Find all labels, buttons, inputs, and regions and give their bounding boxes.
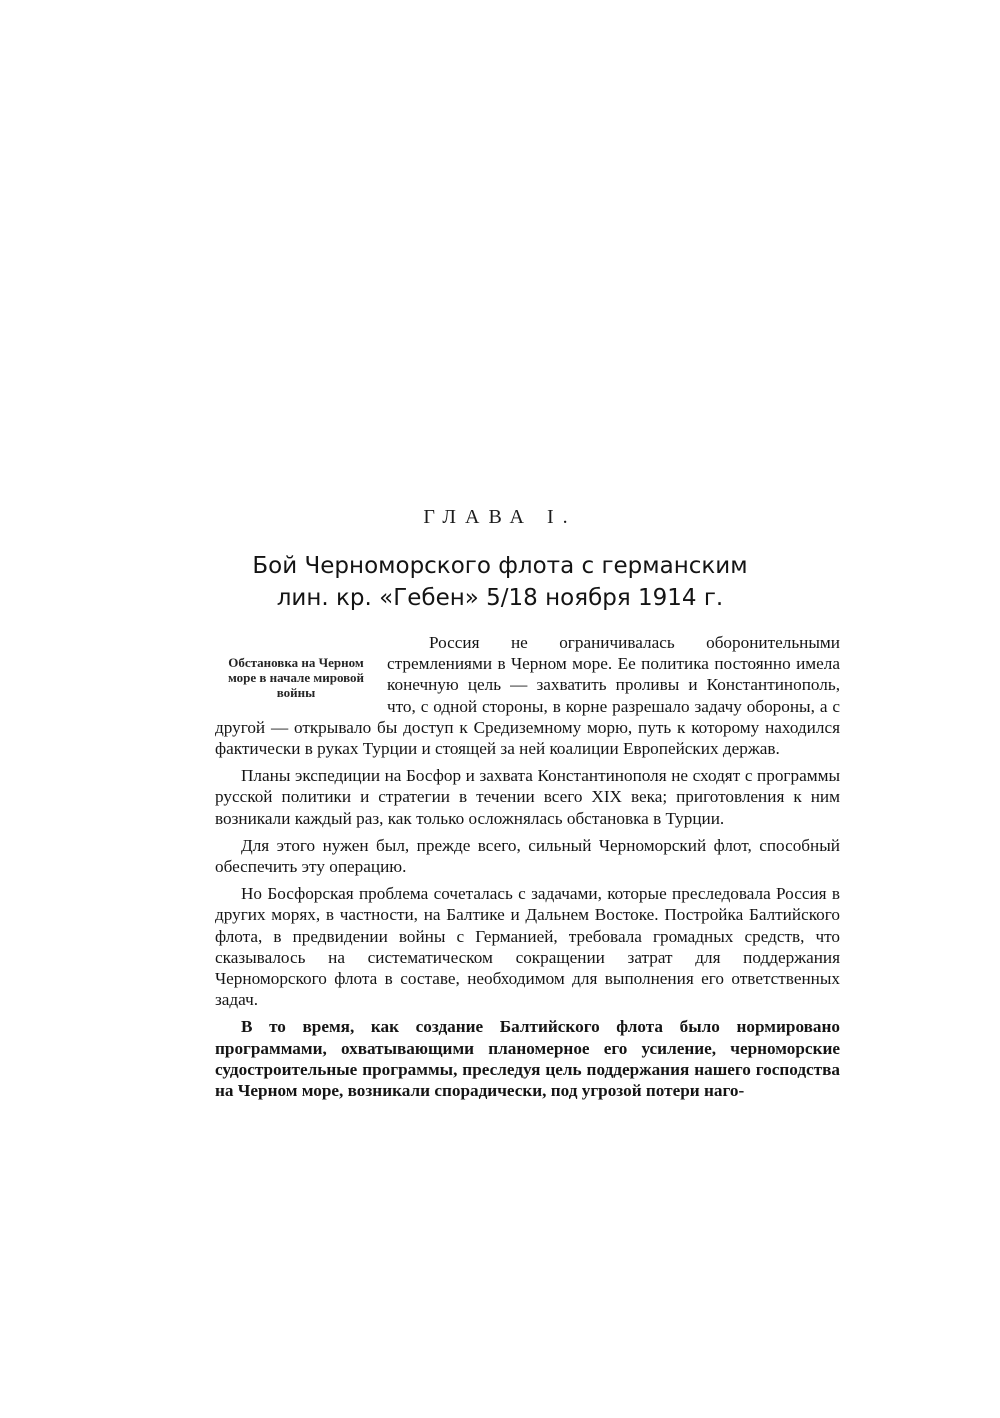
chapter-label: ГЛАВА I. xyxy=(423,506,577,528)
chapter-title-line-2: лин. кр. «Гебен» 5/18 ноября 1914 г. xyxy=(276,585,724,611)
paragraph-3: Для этого нужен был, прежде всего, сильный Черноморский флот, способный обеспечить эту операцию. xyxy=(215,835,840,877)
paragraph-2: Планы экспедиции на Босфор и захвата Константинополя не сходят с программы русской политики и стратегии в течении всего XIX века; приготовления к ним возникали каждый раз, как только осложнялась обстановка в Турции. xyxy=(215,766,840,828)
paragraph-4: Но Босфорская проблема сочеталась с задачами, которые преследовала Россия в других морях, в частности, на Балтике и Дальнем Востоке. Постройка Балтийского флота, в предвидении войны с Германией, требовала громадных средств, что сказывалось на систематическом сокращении затрат для поддержания Черноморского флота в составе, необходимом для выполнения его ответственных задач. xyxy=(215,884,840,1010)
chapter-title-line-1: Бой Черноморского флота с германским xyxy=(252,553,748,579)
chapter-title xyxy=(200,550,800,614)
paragraph-5: В то время, как создание Балтийского флота было нормировано программами, охватывающими планомерное его усиление, черноморские судостроительные программы, преследуя цель поддержания нашего господства на Черном море, возникали спорадически, под угрозой потери наго- xyxy=(215,1017,840,1101)
paragraph-1: Россия не ограничивалась оборонительными стремлениями в Черном море. Ее политика постоянно имела конечную цель — захватить проливы и Константинополь, что, с одной стороны, в корне разрешало задачу обороны, а с другой — открывало бы доступ к Средиземному морю, путь к которому находился фактически в руках Турции и стоящей за ней коалиции Европейских держав. xyxy=(215,633,840,759)
body-text xyxy=(215,632,840,1107)
marginal-note: Обстановка на Черном море в начале мировой войны xyxy=(227,655,365,701)
